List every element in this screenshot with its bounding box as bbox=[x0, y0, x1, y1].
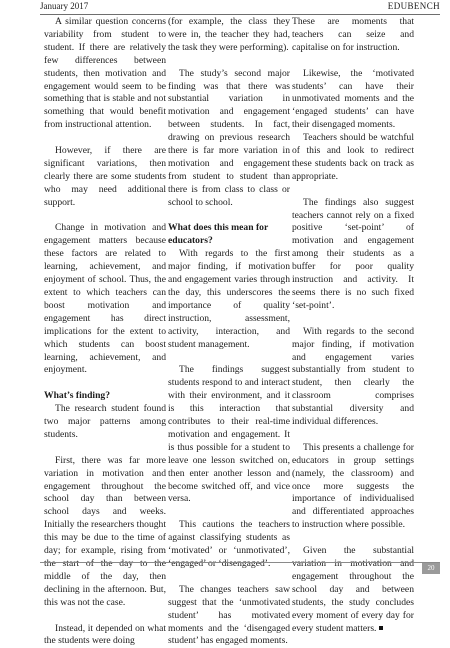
issue-date: January 2017 bbox=[40, 1, 89, 11]
footer-rule bbox=[40, 562, 440, 563]
paragraph: This cautions the teachers against classifying students as ‘motivated’ or ‘unmotivated’, ‘engaged’ or ‘disengaged’. bbox=[168, 519, 290, 569]
paragraph: Teachers should be watchful of this and look to redirect these students back on track as appropriate. bbox=[292, 132, 414, 182]
column-3 bbox=[292, 16, 414, 634]
publication-name: EDUBENCH bbox=[387, 1, 440, 11]
paragraph: The changes teachers saw suggest that the ‘unmotivated student’ has motivated moments and the ‘disengaged student’ has engaged moments. bbox=[168, 583, 290, 647]
paragraph: First, there was far more variation in motivation and engagement throughout the school day than between school days and weeks. Initially the researchers thought this may be due to the time of day; for example, rising from the start of the day to the middle of the day, then declining in the afternoon. But, this was not the case. bbox=[44, 454, 166, 608]
paragraph: (for example, the class they were in, the teacher they had, the task they were performing). bbox=[168, 16, 290, 53]
final-paragraph bbox=[292, 545, 414, 635]
column-2 bbox=[168, 16, 290, 647]
paragraph: A similar question concerns variability from student to student. If there are relatively few differences between students, then motivation and engagement would seem to be something that is stable and not something that would benefit from instructional attention. bbox=[44, 16, 166, 131]
final-paragraph-text: Given the substantial variation in motivation and engagement throughout the school day and between students, the study concludes every moment of every day for every student matters. bbox=[292, 545, 414, 634]
paragraph: Instead, it depended on what the students were doing bbox=[44, 622, 166, 647]
paragraph: The findings also suggest teachers cannot rely on a fixed positive ‘set-point’ of motivation and engagement among their students as a buffer for poor quality instruction and activity. It seems there is no such fixed ‘set-point’. bbox=[292, 196, 414, 311]
column-1 bbox=[44, 16, 166, 647]
page-number: 20 bbox=[422, 563, 440, 574]
paragraph: With regards to the second major finding, if motivation and engagement varies substantially from student to student, then clearly the classroom comprises substantial diversity and individual differences. bbox=[292, 325, 414, 428]
paragraph: The study’s second major finding was that there was substantial variation in motivation and engagement between students. In fact, drawing on previous research there is far more variation in motivation and engagement from student to student than there is from class to class or school to school. bbox=[168, 67, 290, 208]
section-heading: What’s finding? bbox=[44, 390, 111, 402]
paragraph: Likewise, the ‘motivated students’ can have their unmotivated moments and the ‘engaged students’ can have their disengaged moments. bbox=[292, 67, 414, 131]
paragraph: Change in motivation and engagement matters because these factors are related to learning, achievement, and enjoyment of school. Thus, the extent to which teachers can boost motivation and engagement has direct implications for the extent to which students can boost learning, achievement, and enjoyment. bbox=[44, 222, 166, 376]
paragraph: These are moments that teachers can seize and capitalise on for instruction. bbox=[292, 16, 414, 53]
paragraph: The findings suggest students respond to and interact with their environment, and it is this interaction that contributes to their real-time motivation and engagement. It is thus possible for a student to leave one lesson switched on, then enter another lesson and become switched off, and vice versa. bbox=[168, 364, 290, 505]
paragraph: This presents a challenge for educators in group settings (namely, the classroom) and once more suggests the importance of individualised and differentiated approaches to instruction where possible. bbox=[292, 441, 414, 531]
paragraph: The research student found two major patterns among students. bbox=[44, 403, 166, 440]
section-heading: What does this mean for educators? bbox=[168, 222, 269, 247]
end-of-article-square-icon bbox=[379, 626, 383, 630]
paragraph: With regards to the first major finding, if motivation and engagement varies through the day, this underscores the importance of quality instruction, assessment, activity, interaction, and student management. bbox=[168, 248, 290, 350]
paragraph: However, if there are significant variations, then clearly there are some students who may need additional support. bbox=[44, 145, 166, 208]
page-header bbox=[40, 0, 440, 15]
